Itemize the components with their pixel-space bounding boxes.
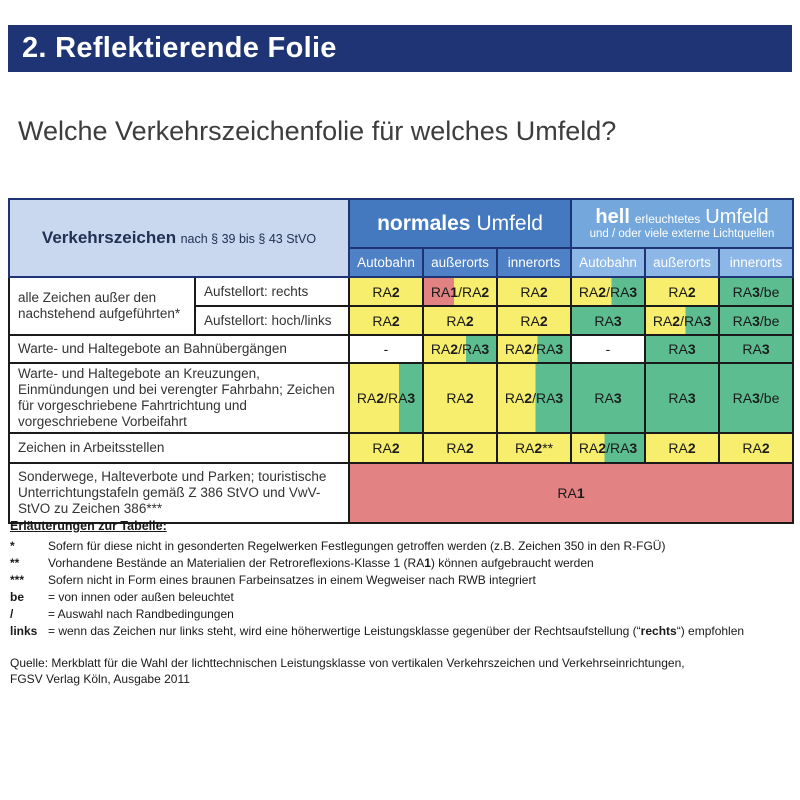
row-desc-bahnuebergaenge: Warte- und Haltegebote an Bahnübergängen [9, 335, 349, 363]
col-header-innerorts-normal: innerorts [497, 248, 571, 277]
data-cell: RA2/RA3 [497, 363, 571, 433]
group-hell-small: erleuchtetes [634, 211, 701, 226]
note-item [10, 606, 790, 623]
note-item [10, 623, 790, 640]
data-cell: RA2 [423, 433, 497, 463]
data-cell: - [571, 335, 645, 363]
row-desc-arbeitsstellen: Zeichen in Arbeitsstellen [9, 433, 349, 463]
data-cell: RA3 [645, 335, 719, 363]
source-reference [10, 655, 790, 687]
row-desc-kreuzungen: Warte- und Haltegebote an Kreuzungen, Einmündungen und bei verengter Fahrbahn; Zeichen für vorgeschriebene Fahrtrichtung und vorgeschriebene Vorbeifahrt [9, 363, 349, 433]
data-cell: RA3/be [719, 306, 793, 335]
group-header-hell-umfeld [571, 199, 793, 248]
group-hell-rest: Umfeld [705, 205, 769, 228]
data-cell: RA2/RA3 [571, 277, 645, 306]
note-text: Vorhandene Bestände an Materialien der Retroreflexions-Klasse 1 (RA1) können aufgebraucht werden [48, 556, 594, 570]
data-cell: RA2/RA3 [349, 363, 423, 433]
data-cell: RA2** [497, 433, 571, 463]
group-header-normales-umfeld [349, 199, 571, 248]
data-cell: RA2 [349, 433, 423, 463]
data-cell: RA2/RA3 [423, 335, 497, 363]
note-text: = von innen oder außen beleuchtet [48, 590, 234, 604]
data-cell: RA3/be [719, 277, 793, 306]
note-text: = Auswahl nach Randbedingungen [48, 607, 234, 621]
col-header-ausserorts-normal: außerorts [423, 248, 497, 277]
slide-header-bar [8, 25, 792, 72]
data-cell: RA2 [497, 306, 571, 335]
data-cell: RA2 [423, 363, 497, 433]
group-normales-rest: Umfeld [476, 211, 543, 235]
table-notes [10, 519, 790, 687]
data-cell: RA2/RA3 [645, 306, 719, 335]
col-header-autobahn-hell: Autobahn [571, 248, 645, 277]
col-header-autobahn-normal: Autobahn [349, 248, 423, 277]
data-cell: RA3 [719, 335, 793, 363]
data-cell: RA2 [497, 277, 571, 306]
slide-title: 2. Reflektierende Folie [22, 32, 337, 64]
corner-subtitle: nach § 39 bis § 43 StVO [180, 232, 317, 246]
col-header-innerorts-hell: innerorts [719, 248, 793, 277]
note-prefix: ** [10, 556, 20, 570]
corner-title: Verkehrszeichen [41, 228, 177, 247]
note-prefix: / [10, 607, 14, 621]
source-line2: FGSV Verlag Köln, Ausgabe 2011 [10, 672, 190, 686]
note-item [10, 572, 790, 589]
group-hell-line1 [572, 206, 792, 228]
data-cell: RA3 [571, 306, 645, 335]
note-prefix: * [10, 539, 15, 553]
data-cell: RA2 [719, 433, 793, 463]
data-cell: - [349, 335, 423, 363]
note-text: Sofern für diese nicht in gesonderten Regelwerken Festlegungen getroffen werden (z.B. Zeichen 350 in den R-FGÜ) [48, 539, 666, 553]
note-prefix: links [10, 624, 38, 638]
data-cell: RA2 [423, 306, 497, 335]
row-sub-aufstellort-rechts: Aufstellort: rechts [195, 277, 349, 306]
data-cell: RA2 [645, 433, 719, 463]
group-hell-line2: und / oder viele externe Lichtquellen [589, 227, 775, 240]
group-hell-bold: hell [595, 205, 630, 228]
note-item [10, 538, 790, 555]
note-item [10, 555, 790, 572]
notes-heading: Erläuterungen zur Tabelle: [10, 519, 167, 533]
data-cell: RA2 [349, 277, 423, 306]
group-normales-bold: normales [377, 211, 471, 235]
source-line1: Quelle: Merkblatt für die Wahl der lichttechnischen Leistungsklasse von vertikalen Verkehrszeichen und Verkehrseinrichtungen, [10, 656, 685, 670]
row-desc-sonderwege: Sonderwege, Halteverbote und Parken; touristische Unterrichtungstafeln gemäß Z 386 StVO und VwV-StVO zu Zeichen 386*** [9, 463, 349, 523]
note-item [10, 589, 790, 606]
note-prefix: *** [10, 573, 25, 587]
data-cell: RA2/RA3 [497, 335, 571, 363]
data-cell: RA2 [349, 306, 423, 335]
row-desc-alle-zeichen: alle Zeichen außer den nachstehend aufgeführten* [9, 277, 195, 335]
note-text: = wenn das Zeichen nur links steht, wird eine höherwertige Leistungsklasse gegenüber der Rechtsaufstellung (“rechts“) empfohlen [48, 624, 745, 638]
data-cell: RA1/RA2 [423, 277, 497, 306]
note-text: Sofern nicht in Form eines braunen Farbeinsatzes in einem Wegweiser nach RWB integriert [48, 573, 536, 587]
folie-umfeld-table [8, 198, 794, 524]
table-corner-header [9, 199, 349, 277]
page-question-title: Welche Verkehrszeichenfolie für welches Umfeld? [18, 116, 617, 146]
data-cell: RA3 [645, 363, 719, 433]
data-cell: RA2/RA3 [571, 433, 645, 463]
note-prefix: be [10, 590, 25, 604]
data-cell: RA2 [645, 277, 719, 306]
data-cell: RA3/be [719, 363, 793, 433]
col-header-ausserorts-hell: außerorts [645, 248, 719, 277]
data-cell-ra1-span: RA1 [349, 463, 793, 523]
data-cell: RA3 [571, 363, 645, 433]
row-sub-aufstellort-hochlinks: Aufstellort: hoch/links [195, 306, 349, 335]
